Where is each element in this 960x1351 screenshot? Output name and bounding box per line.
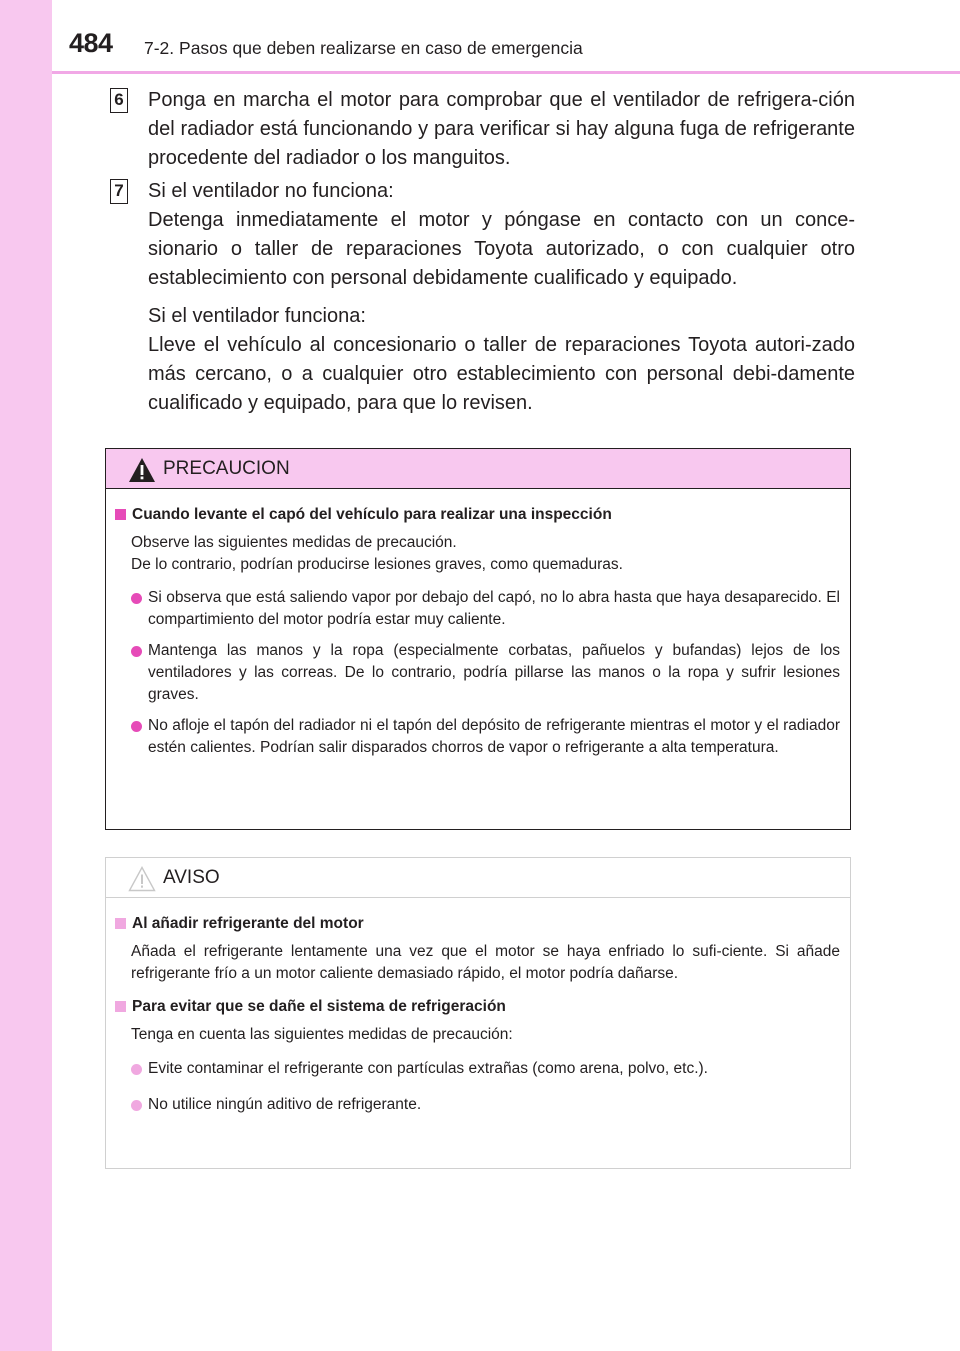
caution-bullet-text: No afloje el tapón del radiador ni el tapón del depósito de refrigerante mientras el motor y el radiador estén calientes. Podrían salir disparados chorros de vapor o refrigerante a alta temperatura. — [148, 717, 840, 756]
caution-bullet-text: Si observa que está saliendo vapor por debajo del capó, no lo abra hasta que haya desaparecido. El compartimiento del motor podría estar muy caliente. — [148, 589, 840, 628]
notice-bullet — [131, 1094, 840, 1116]
circle-bullet-icon — [131, 721, 142, 732]
circle-bullet-icon — [131, 1064, 142, 1075]
left-color-band — [0, 0, 52, 1351]
step-number: 7 — [110, 179, 128, 204]
circle-bullet-icon — [131, 646, 142, 657]
notice-heading-text: Para evitar que se dañe el sistema de refrigeración — [132, 998, 506, 1015]
step-number: 6 — [110, 88, 128, 113]
page-number: 484 — [69, 28, 113, 58]
step-paragraph: Lleve el vehículo al concesionario o taller de reparaciones Toyota autori-zado más cercano, o a cualquier otro establecimiento con personal debi-damente cualificado y equipado, para que lo revisen. — [148, 334, 855, 414]
caution-title: PRECAUCION — [163, 458, 290, 479]
step-text — [148, 86, 855, 173]
caution-intro: Observe las siguientes medidas de precaución. — [131, 534, 457, 551]
caution-bullet-text: Mantenga las manos y la ropa (especialmente corbatas, pañuelos y bufandas) lejos de los ventiladores y las correas. De lo contrario, podría pillarse las manos o la ropa y sufrir lesiones graves. — [148, 642, 840, 703]
warning-triangle-outline-icon — [128, 866, 156, 892]
caution-bullet — [131, 587, 840, 631]
step-paragraph: Si el ventilador funciona: — [148, 305, 366, 327]
notice-heading-text: Al añadir refrigerante del motor — [132, 915, 364, 932]
notice-bullet-text: Evite contaminar el refrigerante con partículas extrañas (como arena, polvo, etc.). — [148, 1060, 708, 1077]
square-bullet-icon — [115, 1001, 126, 1012]
step-paragraph: Si el ventilador no funciona: — [148, 180, 394, 202]
notice-paragraph: Tenga en cuenta las siguientes medidas de precaución: — [131, 1026, 513, 1043]
step-text — [148, 177, 855, 418]
step-paragraph: Ponga en marcha el motor para comprobar que el ventilador de refrigera-ción del radiador está funcionando y para verificar si hay alguna fuga de refrigerante procedente del radiador o los manguitos. — [148, 89, 855, 169]
caution-body — [106, 489, 850, 759]
notice-bullet-text: No utilice ningún aditivo de refrigerante. — [148, 1096, 422, 1113]
circle-bullet-icon — [131, 1100, 142, 1111]
caution-header — [106, 449, 850, 489]
caution-box — [105, 448, 851, 830]
step-6 — [110, 86, 855, 178]
notice-body — [106, 898, 850, 1116]
caution-bullet — [131, 715, 840, 759]
step-7 — [110, 177, 855, 423]
notice-box — [105, 857, 851, 1169]
notice-paragraph: Añada el refrigerante lentamente una vez que el motor se haya enfriado lo sufi-ciente. Si añade refrigerante frío a un motor caliente demasiado rápido, el motor podría dañarse. — [131, 943, 840, 982]
notice-bullet — [131, 1058, 840, 1080]
notice-heading — [115, 913, 840, 935]
warning-triangle-icon — [128, 457, 156, 483]
step-paragraph: Detenga inmediatamente el motor y póngase en contacto con un conce-sionario o taller de reparaciones Toyota autorizado, o con cualquier otro establecimiento con personal debidamente cualificado y equipado. — [148, 209, 855, 289]
caution-heading — [115, 504, 840, 526]
header-divider — [52, 71, 960, 74]
caution-bullet — [131, 640, 840, 706]
notice-heading — [115, 996, 840, 1018]
notice-title: AVISO — [163, 867, 220, 888]
square-bullet-icon — [115, 918, 126, 929]
caution-intro: De lo contrario, podrían producirse lesiones graves, como quemaduras. — [131, 556, 623, 573]
caution-heading-text: Cuando levante el capó del vehículo para realizar una inspección — [132, 506, 612, 523]
square-bullet-icon — [115, 509, 126, 520]
circle-bullet-icon — [131, 593, 142, 604]
notice-header — [106, 858, 850, 898]
section-title: 7-2. Pasos que deben realizarse en caso de emergencia — [144, 38, 583, 58]
